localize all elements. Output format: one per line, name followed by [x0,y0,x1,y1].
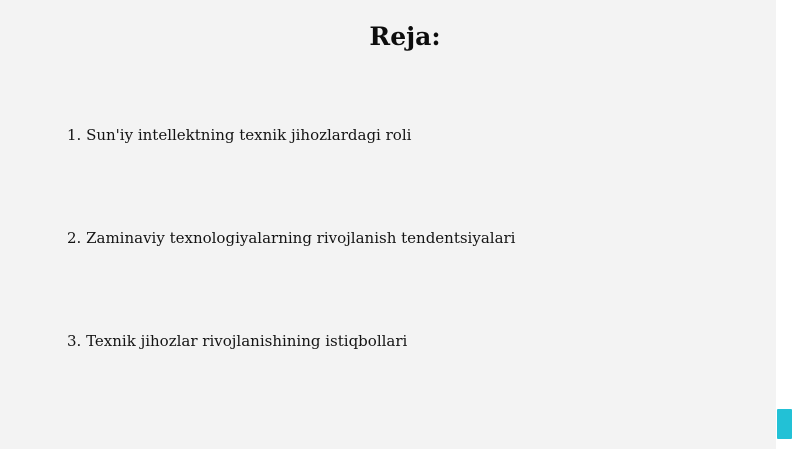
plan-item-2: 2. Zaminaviy texnologiyalarning rivojlanish tendentsiyalari [67,229,516,247]
scrollbar-track[interactable] [776,0,800,449]
plan-item-1: 1. Sun'iy intellektning texnik jihozlardagi roli [67,126,412,144]
scrollbar-thumb[interactable] [777,409,792,439]
slide-title: Reja: [369,22,441,51]
plan-item-3: 3. Texnik jihozlar rivojlanishining istiqbollari [67,332,408,350]
